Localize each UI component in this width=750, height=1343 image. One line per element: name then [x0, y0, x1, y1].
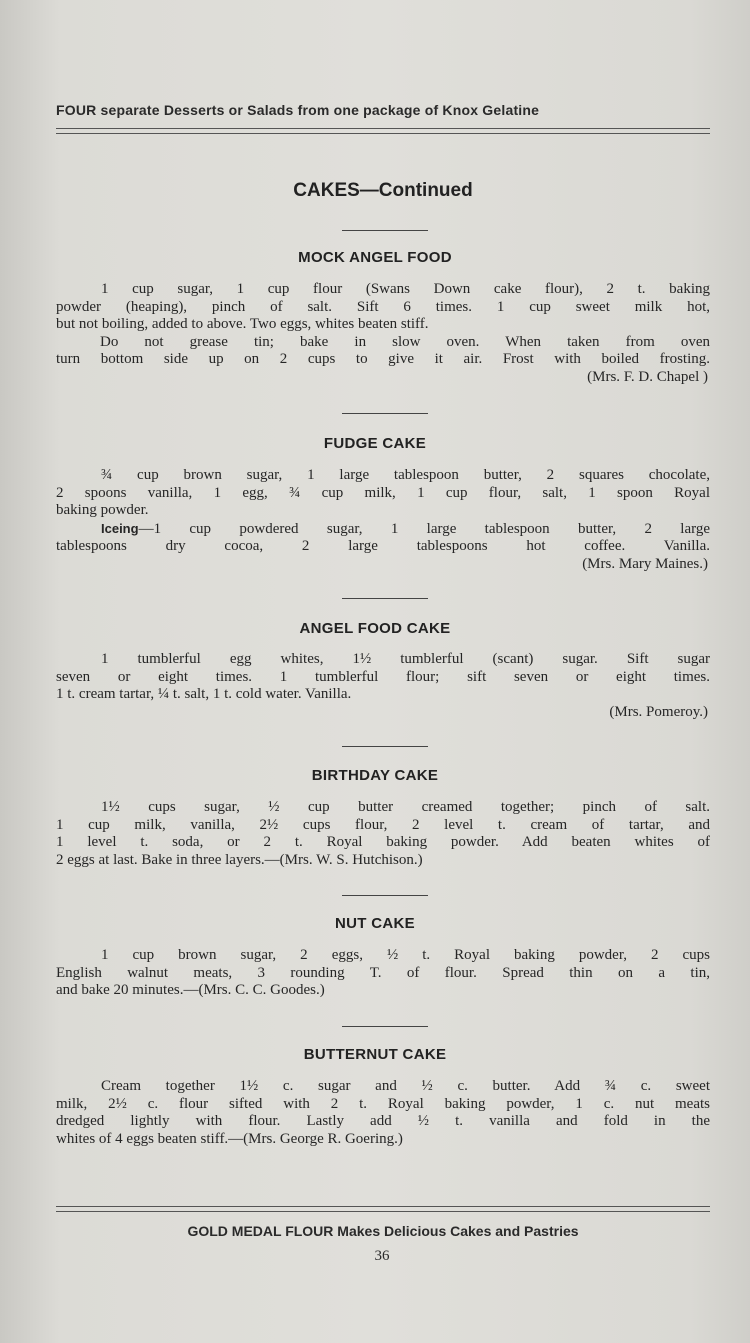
recipe-line: Do not grease tin; bake in slow oven. When taken from oven	[100, 333, 710, 350]
recipe-title-birthday-cake: BIRTHDAY CAKE	[311, 767, 439, 784]
recipe-line: turn bottom side up on 2 cups to give it air. Frost with boiled frosting.	[56, 351, 710, 367]
recipe-line: dredged lightly with flour. Lastly add ½ t. vanilla and fold in the	[56, 1113, 710, 1129]
header-rule	[56, 128, 710, 134]
divider	[342, 598, 428, 599]
icing-label: Iceing	[101, 520, 139, 536]
page-footer: GOLD MEDAL FLOUR Makes Delicious Cakes and Pastries	[187, 1223, 579, 1239]
recipe-line: ¾ cup brown sugar, 1 large tablespoon butter, 2 squares chocolate,	[101, 467, 710, 483]
recipe-title-nut-cake: NUT CAKE	[335, 915, 415, 932]
recipe-line: tablespoons dry cocoa, 2 large tablespoons hot coffee. Vanilla.	[56, 538, 710, 554]
page-title: CAKES—Continued	[293, 180, 473, 201]
page-header: FOUR separate Desserts or Salads from one package of Knox Gelatine	[56, 102, 540, 118]
recipe-line: powder (heaping), pinch of salt. Sift 6 times. 1 cup sweet milk hot,	[56, 298, 710, 315]
recipe-line: 1 cup sugar, 1 cup flour (Swans Down cake flour), 2 t. baking	[101, 281, 710, 297]
recipe-line: and bake 20 minutes.—(Mrs. C. C. Goodes.)	[56, 982, 325, 998]
recipe-line: 2 spoons vanilla, 1 egg, ¾ cup milk, 1 cup flour, salt, 1 spoon Royal	[56, 484, 710, 501]
recipe-line: English walnut meats, 3 rounding T. of flour. Spread thin on a tin,	[56, 964, 710, 981]
divider	[342, 1026, 428, 1027]
recipe-credit: (Mrs. Pomeroy.)	[609, 703, 708, 720]
recipe-line: Cream together 1½ c. sugar and ½ c. butter. Add ¾ c. sweet	[101, 1078, 710, 1094]
recipe-line	[56, 520, 710, 539]
recipe-line: but not boiling, added to above. Two eggs, whites beaten stiff.	[56, 316, 429, 332]
recipe-line: 1 level t. soda, or 2 t. Royal baking powder. Add beaten whites of	[56, 834, 710, 850]
page-number: 36	[374, 1248, 390, 1264]
recipe-body-butternut-cake	[56, 1078, 710, 1148]
divider	[342, 413, 428, 414]
recipe-line: seven or eight times. 1 tumblerful flour; sift seven or eight times.	[56, 668, 710, 685]
recipe-line: 1½ cups sugar, ½ cup butter creamed together; pinch of salt.	[101, 799, 710, 815]
recipe-title-fudge-cake: FUDGE CAKE	[323, 435, 427, 452]
recipe-line: 1 t. cream tartar, ¼ t. salt, 1 t. cold water. Vanilla.	[56, 686, 352, 702]
divider	[342, 230, 428, 231]
recipe-credit: (Mrs. Mary Maines.)	[582, 555, 708, 572]
footer-rule	[56, 1206, 710, 1212]
recipe-title-mock-angel-food: MOCK ANGEL FOOD	[298, 249, 452, 266]
recipe-title-angel-food-cake: ANGEL FOOD CAKE	[299, 620, 451, 637]
recipe-credit: (Mrs. F. D. Chapel )	[587, 368, 708, 385]
recipe-line: milk, 2½ c. flour sifted with 2 t. Royal baking powder, 1 c. nut meats	[56, 1095, 710, 1112]
recipe-body-nut-cake	[56, 947, 710, 1000]
icing-text: —1 cup powdered sugar, 1 large tablespoon butter, 2 large	[138, 520, 710, 537]
recipe-body-fudge-cake	[56, 467, 710, 573]
recipe-body-angel-food-cake	[56, 651, 710, 721]
recipe-line: 2 eggs at last. Bake in three layers.—(Mrs. W. S. Hutchison.)	[56, 851, 423, 868]
divider	[342, 895, 428, 896]
recipe-line: 1 cup brown sugar, 2 eggs, ½ t. Royal baking powder, 2 cups	[101, 947, 710, 963]
recipe-body-birthday-cake	[56, 799, 710, 869]
recipe-body-mock-angel-food	[56, 281, 710, 386]
divider	[342, 746, 428, 747]
recipe-line: baking powder.	[56, 502, 149, 518]
recipe-line: 1 cup milk, vanilla, 2½ cups flour, 2 level t. cream of tartar, and	[56, 816, 710, 833]
recipe-title-butternut-cake: BUTTERNUT CAKE	[303, 1046, 447, 1063]
recipe-line: whites of 4 eggs beaten stiff.—(Mrs. George R. Goering.)	[56, 1130, 403, 1147]
recipe-line: 1 tumblerful egg whites, 1½ tumblerful (scant) sugar. Sift sugar	[101, 651, 710, 667]
